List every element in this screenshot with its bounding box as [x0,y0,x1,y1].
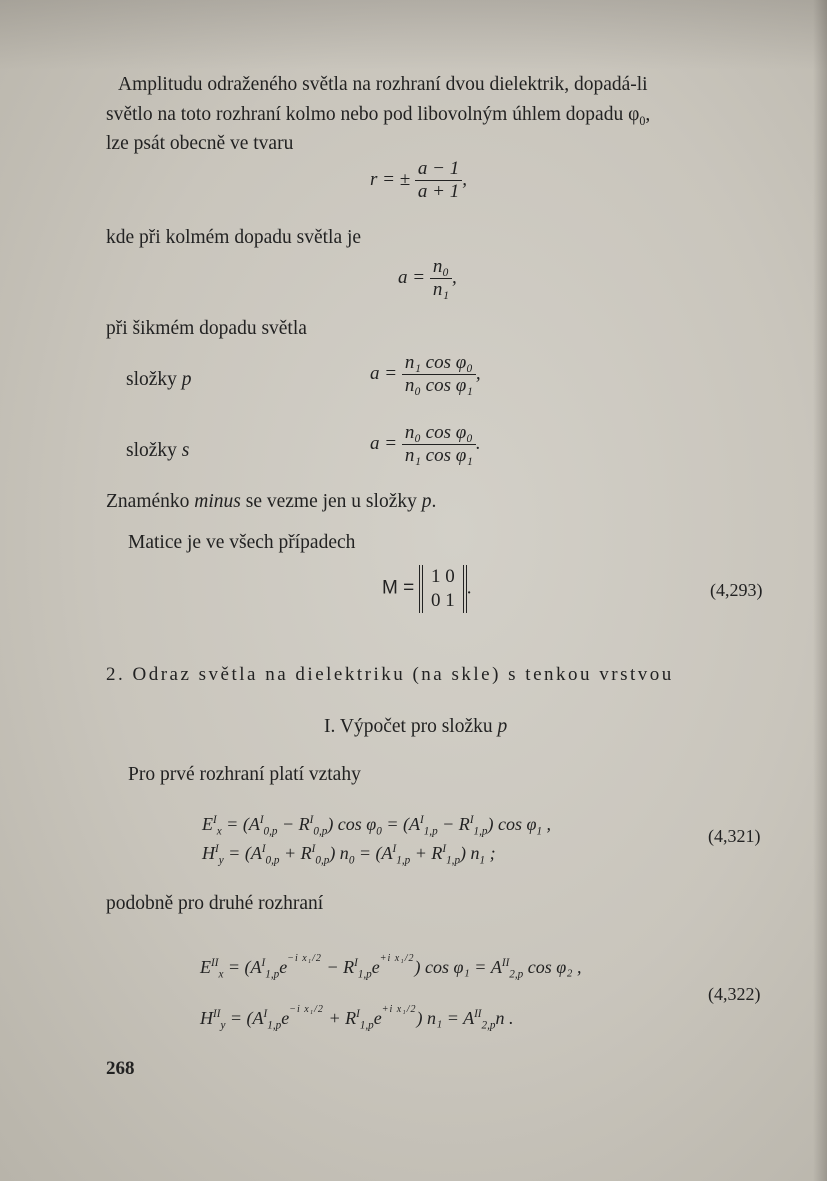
equation-4322-line-2: $H^{II}_y = (A^I_{1,p}e^{-i x_1/2} + R^I_{1,p}e^{+i x_1/2}) n_1 = A^{II}_{2,p}n$ . [200,1004,514,1032]
paragraph-line-2: světlo na toto rozhraní kolmo nebo pod libovolným úhlem dopadu $\varphi_0$, [106,104,651,128]
page-number: 268 [106,1058,135,1079]
text-normal-incidence: kde při kolmém dopadu světla je [106,227,362,248]
equation-number-4321: (4,321) [708,826,761,846]
text-sign-rule: Znaménko minus se vezme jen u složky p. [106,491,437,512]
text-matrix-intro: Matice je ve všech případech [128,532,356,553]
paragraph-line-3: lze psát obecně ve tvaru [106,133,294,154]
label-component-p: složky p [126,369,192,390]
equation-normal-incidence: a = $\frac{\text{n₀}}{\text{n₁}}$ , [398,256,457,300]
equation-4321-line-2: $H^I_y = (A^I_{0,p} + R^I_{0,p}) n_0 = (A^I_{1,p} + R^I_{1,p})$ $n_1$ ; [202,843,496,867]
section-heading: 2. Odraz světla na dielektriku (na skle) s tenkou vrstvou [106,664,674,685]
equation-component-s: a = $\frac{\text{n₀ cos φ₀}}{\text{n₁ cos φ₁}}$ . [370,422,481,466]
equation-component-p: a = $\frac{\text{n₁ cos φ₀}}{\text{n₀ cos φ₁}}$ , [370,352,481,396]
equation-number-4322: (4,322) [708,984,761,1004]
matrix-brackets: 1 0 0 1 [419,565,467,613]
subsection-heading: I. Výpočet pro složku p [324,716,508,737]
page-shadow [0,0,827,70]
text-first-interface: Pro prvé rozhraní platí vztahy [128,764,361,785]
paragraph-line-1: Amplitudu odraženého světla na rozhraní dvou dielektrik, dopadá-li [118,74,648,95]
text-second-interface: podobně pro druhé rozhraní [106,893,324,914]
equation-4321-line-1: $E^I_x = (A^I_{0,p} - R^I_{0,p})$ $\cos \varphi_0 = (A^I_{1,p} - R^I_{1,p})$ $\cos \varphi_1$ , [202,814,552,838]
text-oblique-incidence: při šikmém dopadu světla [106,318,307,339]
equation-matrix: M = 1 0 0 1 . [382,566,472,611]
equation-4322-line-1: $E^{II}_x = (A^I_{1,p}e^{-i x_1/2} - R^I_{1,p}e^{+i x_1/2})$ $\cos \varphi_1 = A^{II}_{2,p}$ cos φ₂ , [200,953,582,981]
equation-number-4293: (4,293) [710,580,763,600]
page-edge-shadow [813,0,827,1181]
equation-reflection-coefficient: r = ± $\frac{a - 1}{a + 1}$ , [370,158,467,202]
label-component-s: složky s [126,440,190,461]
